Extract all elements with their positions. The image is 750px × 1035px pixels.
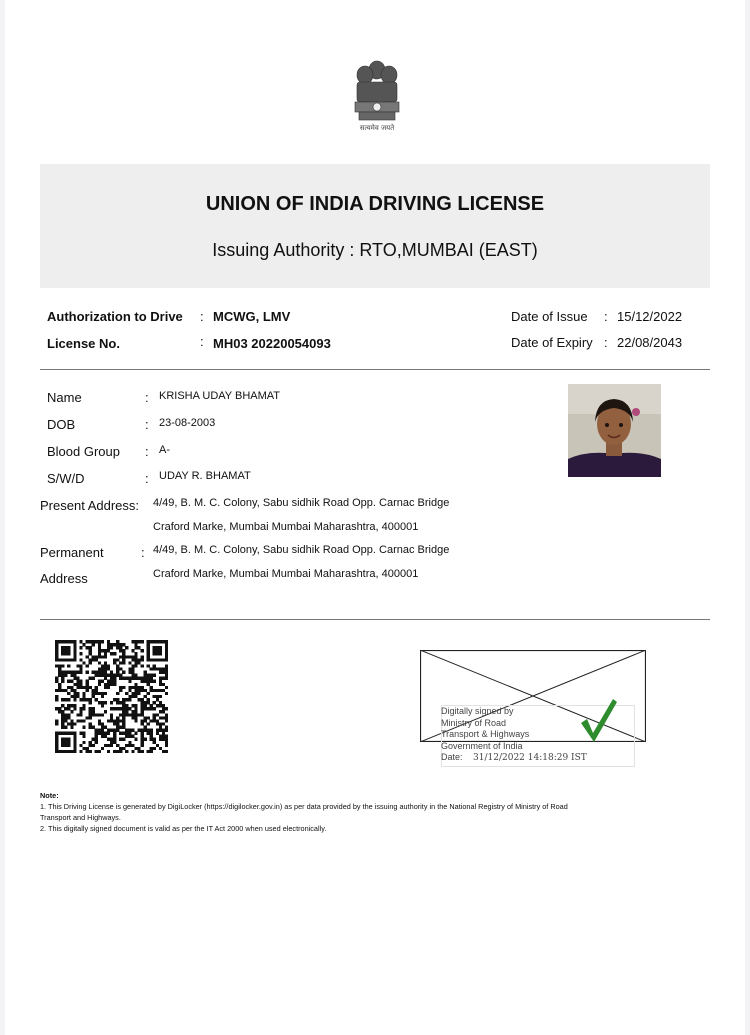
colon: : [200,334,204,349]
swd-value: UDAY R. BHAMAT [159,470,251,482]
colon: : [145,471,149,486]
divider [40,369,710,370]
divider [40,619,710,620]
license-no-value: MH03 20220054093 [213,336,331,351]
signature-line1: Digitally signed by [441,706,514,716]
signature-date-value: 31/12/2022 14:18:29 IST [473,753,587,763]
issue-value: 15/12/2022 [617,309,683,324]
signature-line4: Government of India [441,740,523,751]
colon: : [604,335,608,350]
license-no-label: License No. [47,336,120,351]
header-band [40,164,710,288]
signature-line3: Transport & Highways [441,729,530,739]
signature-date-label: Date: [441,752,463,762]
dob-label: DOB [47,417,76,432]
signature-date-row [441,752,587,765]
qr-code [55,640,168,753]
present-address-line1: 4/49, B. M. C. Colony, Sabu sidhik Road Opp. Carnac Bridge [153,497,450,509]
dob-value: 23-08-2003 [159,417,216,429]
present-address-label: Present Address: [40,498,139,513]
issuing-authority: Issuing Authority : RTO,MUMBAI (EAST) [212,240,538,260]
blood-group-value: A- [159,444,170,456]
colon: : [141,545,145,560]
colon: : [145,417,149,432]
colon: : [200,309,204,324]
auth-value: MCWG, LMV [213,309,291,324]
name-value: KRISHA UDAY BHAMAT [159,390,281,402]
notes-heading: Note: [40,791,59,800]
expiry-label: Date of Expiry [511,335,593,350]
note-1: 1. This Driving License is generated by DigiLocker (https://digilocker.gov.in) as per data provided by the issuing authority in the National Registry of Ministry of Road [40,802,568,811]
colon: : [145,390,149,405]
blood-group-label: Blood Group [47,444,120,459]
license-page [5,0,745,1035]
permanent-address-label: Permanent [40,545,104,560]
auth-label: Authorization to Drive [47,309,183,324]
colon: : [145,444,149,459]
permanent-address-label-2: Address [40,571,88,586]
signature-text [441,706,587,765]
note-1b: Transport and Highways. [40,813,121,822]
colon: : [604,309,608,324]
emblem-motto: सत्यमेव जयते [359,124,395,132]
present-address-line2: Craford Marke, Mumbai Mumbai Maharashtra, 400001 [153,521,419,533]
holder-photo [568,384,661,477]
document-title: UNION OF INDIA DRIVING LICENSE [205,193,545,215]
expiry-value: 22/08/2043 [617,335,683,350]
note-2: 2. This digitally signed document is valid as per the IT Act 2000 when used electronically. [40,824,327,833]
permanent-address-line1: 4/49, B. M. C. Colony, Sabu sidhik Road Opp. Carnac Bridge [153,544,450,556]
notes [40,790,700,834]
permanent-address-line2: Craford Marke, Mumbai Mumbai Maharashtra, 400001 [153,568,419,580]
swd-label: S/W/D [47,471,85,486]
name-label: Name [47,390,82,405]
issue-label: Date of Issue [511,309,588,324]
signature-line2: Ministry of Road [441,717,507,728]
